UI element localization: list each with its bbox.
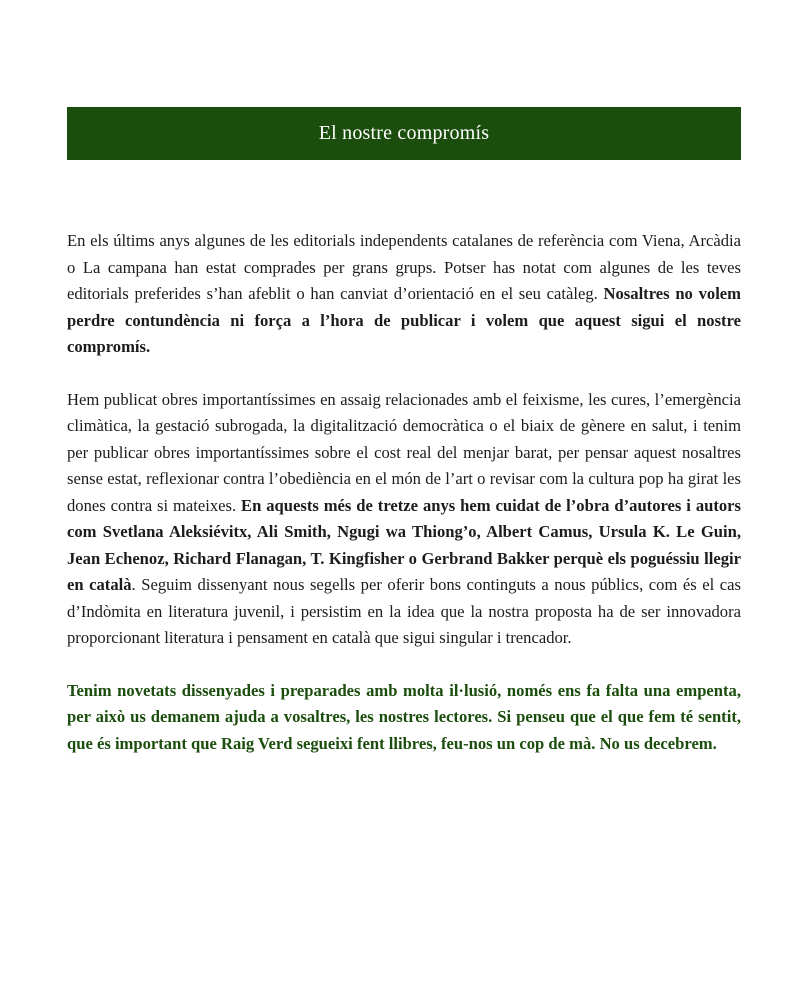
paragraph-intro [67, 228, 741, 361]
title-banner [67, 107, 741, 160]
paragraph-appeal: Tenim novetats dissenyades i preparades amb molta il·lusió, només ens fa falta una empenta, per això us demanem ajuda a vosaltres, les nostres lectores. Si penseu que el que fem té sentit, que és important que Raig Verd segueixi fent llibres, feu-nos un cop de mà. No us decebrem. [67, 680, 741, 753]
article-body [67, 228, 741, 757]
paragraph-publications [67, 387, 741, 652]
page-title: El nostre compromís [318, 122, 490, 144]
paragraph-intro-text: En els últims anys algunes de les editorials independents catalanes de referència com Viena, Arcàdia o La campana han estat comprades per grans grups. Potser has notat com algunes de les teves editorials preferides s’han afeblit o han canviat d’orientació en el seu catàleg. [67, 231, 741, 303]
paragraph-publications-text: Hem publicat obres importantíssimes en assaig relacionades amb el feixisme, les cures, l’emergència climàtica, la gestació subrogada, la digitalització democràtica o el biaix de gènere en salut, i tenim per publicar obres importantíssimes sobre el cost real del menjar barat, per pensar aquest nosaltres sense estat, reflexionar contra l’obediència en el món de l’art o revisar com la cultura pop ha girat les dones contra si mateixes. [67, 389, 741, 515]
paragraph-intro-emphasis: Nosaltres no volem perdre contundència ni força a l’hora de publicar i volem que aquest sigui el nostre compromís. [67, 284, 741, 356]
paragraph-publications-emphasis: En aquests més de tretze anys hem cuidat de l’obra d’autores i autors com Svetlana Aleksiévitx, Ali Smith, Ngugi wa Thiong’o, Albert Camus, Ursula K. Le Guin, Jean Echenoz, Richard Flanagan, T. Kingfisher o Gerbrand Bakker perquè els poguéssiu llegir en català [67, 495, 742, 594]
paragraph-publications-tail: . Seguim dissenyant nous segells per oferir bons continguts a nous públics, com és el cas d’Indòmita en literatura juvenil, i persistim en la idea que la nostra proposta ha de ser innovadora proporcionant literatura i pensament en català que sigui singular i trencador. [67, 575, 741, 647]
